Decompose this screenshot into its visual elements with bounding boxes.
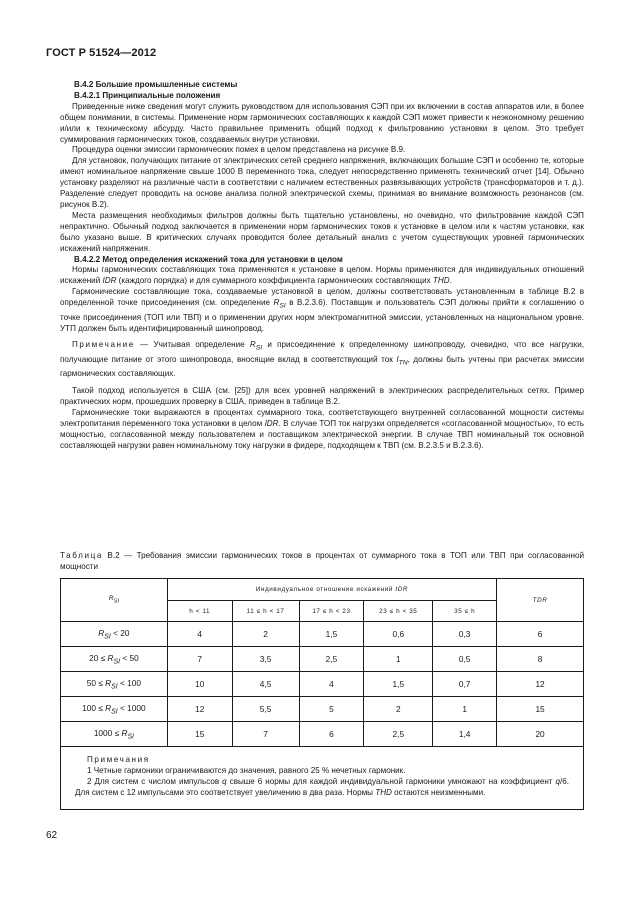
table-cell: 5,5 xyxy=(232,697,299,722)
table-cell: 6 xyxy=(497,622,584,647)
row-label: $R_{SI} < 20$ xyxy=(61,622,168,647)
table-cell: 10 xyxy=(167,672,232,697)
row-label: $50 \le R_{SI} < 100$ xyxy=(61,672,168,697)
main-text xyxy=(60,80,584,452)
header-tdr: TDR xyxy=(497,579,584,622)
table-cell: 2,5 xyxy=(299,647,364,672)
paragraph-8: Гармонические токи выражаются в процентах суммарного тока, соответствующего внутренней согласованной мощности системы электропитания переменного тока установки в целом IDR. В случае ТОП ток нагрузки определяется «согласованной мощностью», то есть мощностью, согласованной между пользователем и поставщиком электрической энергии. В случае ТВП номинальный ток основной составляющей нагрузки равен номинальному току нагрузки в фидере, подходящем к ТВП (см. В.2.3.5 и В.2.3.6). xyxy=(60,408,584,450)
table-row xyxy=(61,722,584,747)
section-heading-b421: В.4.2.1 Принципиальные положения xyxy=(74,90,221,100)
table-cell: 1 xyxy=(364,647,433,672)
table-cell: 0,7 xyxy=(433,672,497,697)
table-cell: 12 xyxy=(497,672,584,697)
table-row xyxy=(61,647,584,672)
section-heading-b422: В.4.2.2 Метод определения искажений тока для установки в целом xyxy=(74,254,343,264)
table-cell: 4 xyxy=(299,672,364,697)
table-cell: 8 xyxy=(497,647,584,672)
note-1: Примечание — Учитывая определение $R_{SI}$ и присоединение к определенному шинопроводу, очевидно, что все нагрузки, получающие питание от этого шинопровода, вносящие вклад в соответствующий ток $I_{TN}$, должны быть учтены при расчетах эмиссии гармонических составляющих. xyxy=(60,340,584,379)
table-cell: 1,5 xyxy=(364,672,433,697)
table-row xyxy=(61,697,584,722)
table-row xyxy=(61,622,584,647)
table-cell: 2,5 xyxy=(364,722,433,747)
row-label: $1000 \le R_{SI}$ xyxy=(61,722,168,747)
paragraph-6: Гармонические составляющие тока, создаваемые установкой в целом, должны соответствовать установленным в таблице В.2 в определенной точке присоединения (см. определение $R_{SI}$ в В.2.3.6). Поставщик и пользователь СЭП должны прийти к соглашению о точке присоединения (ТОП или ТВП) и о применении других норм электромагнитной эмиссии, установленных на национальном уровне. УТП должен быть идентифицированный шинопровод. xyxy=(60,287,584,333)
table-cell: 6 xyxy=(299,722,364,747)
emission-table xyxy=(60,578,584,810)
table-cell: 15 xyxy=(497,697,584,722)
subheader-cell: 17 ≤ h < 23 xyxy=(299,601,364,622)
paragraph-5: Нормы гармонических составляющих тока применяются к установке в целом. Нормы применяются для индивидуальных отношений искажений IDR (каждого порядка) и для суммарного коэффициента гармонических составляющих THD. xyxy=(60,265,584,286)
table-cell: 4 xyxy=(167,622,232,647)
table-cell: 20 xyxy=(497,722,584,747)
subheader-cell: 23 ≤ h < 35 xyxy=(364,601,433,622)
notes-heading: Примечания xyxy=(87,755,150,764)
table-cell: 0,5 xyxy=(433,647,497,672)
section-heading-b42: В.4.2 Большие промышленные системы xyxy=(74,80,238,89)
table-caption: Таблица В.2 — Требования эмиссии гармонических токов в процентах от суммарного тока в ТОП или ТВП при согласованной мощности xyxy=(60,551,584,571)
table-row xyxy=(61,672,584,697)
table-cell: 0,3 xyxy=(433,622,497,647)
paragraph-2: Процедура оценки эмиссии гармонических помех в целом представлена на рисунке В.9. xyxy=(72,145,406,155)
table-cell: 5 xyxy=(299,697,364,722)
table-cell: 1 xyxy=(433,697,497,722)
subheader-cell: 11 ≤ h < 17 xyxy=(232,601,299,622)
table-cell: 3,5 xyxy=(232,647,299,672)
table-notes xyxy=(61,747,584,810)
paragraph-3: Для установок, получающих питание от электрических сетей среднего напряжения, включающих большие СЭП и особенно те, которые имеют номинальное напряжение свыше 1000 В переменного тока, следует непосредственно применять технический отчет [14]. Обычно установку разделяют на различные части в соответствии с наличием естественных развязывающих устройств (трансформаторов и т. д.). Разделение следует проводить на основе анализа полной электрической схемы, принимая во внимание возможность резонансов (см. рисунок В.2). xyxy=(60,156,584,209)
page-header: ГОСТ Р 51524—2012 xyxy=(46,47,157,59)
table-cell: 1,4 xyxy=(433,722,497,747)
subheader-cell: h < 11 xyxy=(167,601,232,622)
paragraph-4: Места размещения необходимых фильтров должны быть тщательно установлены, но очевидно, что фильтрование каждой СЭП непрактично. Обычный подход заключается в применении норм гармонических токов к установке в целом или к частям установки, как было указано выше. В критических случаях проводится более детальный анализ с учетом существующих уровней гармонических искажений напряжения. xyxy=(60,210,584,253)
page-number: 62 xyxy=(46,830,58,841)
table-cell: 2 xyxy=(364,697,433,722)
subheader-cell: 35 ≤ h xyxy=(433,601,497,622)
table-cell: 15 xyxy=(167,722,232,747)
table-cell: 7 xyxy=(167,647,232,672)
table-cell: 4,5 xyxy=(232,672,299,697)
row-label: $20 \le R_{SI} < 50$ xyxy=(61,647,168,672)
header-rsi: $R_{SI}$ xyxy=(61,579,168,622)
table-note-1: 1 Четные гармоники ограничиваются до значения, равного 25 % нечетных гармоник. xyxy=(87,765,406,775)
table-cell: 2 xyxy=(232,622,299,647)
table-cell: 12 xyxy=(167,697,232,722)
paragraph-1: Приведенные ниже сведения могут служить руководством для использования СЭП при их включении в состав аппаратов или, в более общем понимании, в системы. Применение норм гармонических составляющих к каждой СЭП может привести к неэкономному решению и/или к техническому абсурду. Часто правильнее применить общий подход к фильтрованию установки в целом. Это требует суммирования гармонических токов, создаваемых внутри установки. xyxy=(60,101,584,144)
table-note-2: 2 Для систем с числом импульсов q свыше 6 нормы для каждой индивидуальной гармоники умножают на коэффициент q/6. Для систем с 12 импульсами это соответствует увеличению в два раза. Нормы THD остаются неизменными. xyxy=(75,776,569,797)
table-cell: 0,6 xyxy=(364,622,433,647)
table-cell: 1,5 xyxy=(299,622,364,647)
header-idr: Индивидуальное отношение искажений IDR xyxy=(167,579,496,601)
row-label: $100 \le R_{SI} < 1000$ xyxy=(61,697,168,722)
paragraph-7: Такой подход используется в США (см. [25]) для всех уровней напряжений в электрических распределительных сетях. Пример практических норм, прошедших проверку в США, приведен в таблице В.2. xyxy=(60,386,584,407)
table-cell: 7 xyxy=(232,722,299,747)
